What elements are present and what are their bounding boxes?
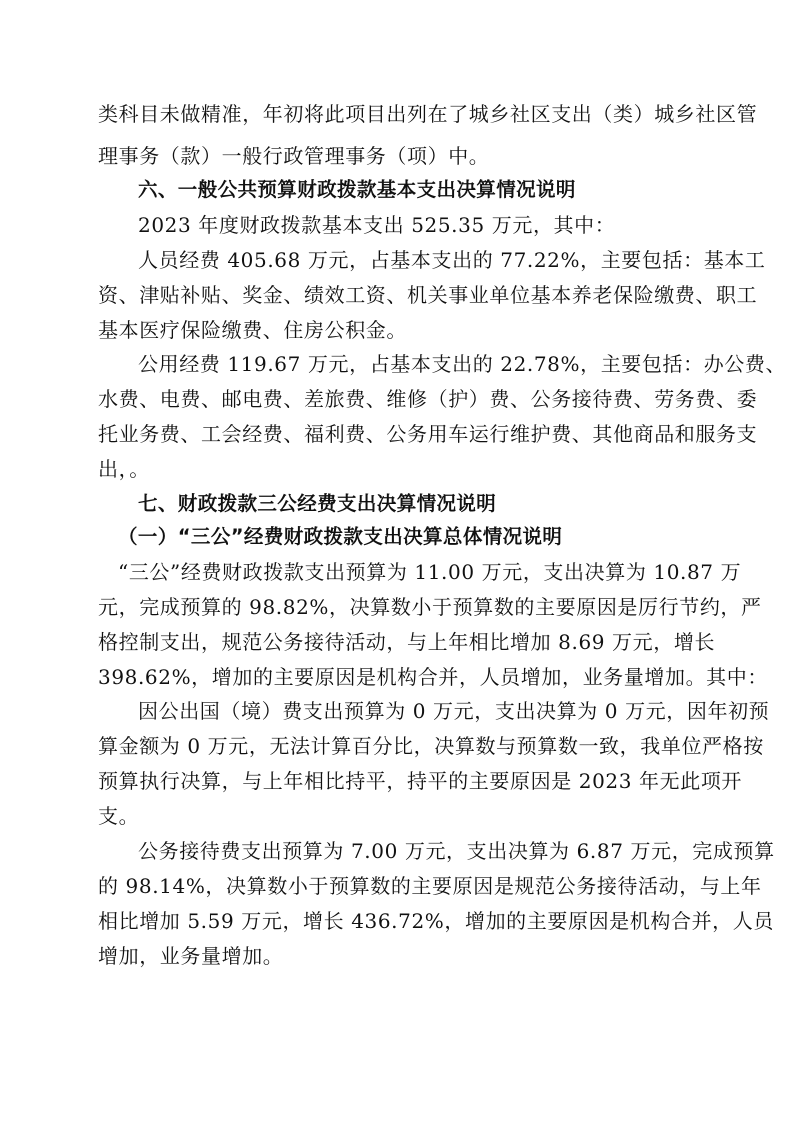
paragraph-line: 2023 年度财政拨款基本支出 525.35 万元，其中：: [138, 213, 616, 237]
paragraph-line: 类科目未做精准，年初将此项目出列在了城乡社区支出（类）城乡社区管: [98, 102, 758, 126]
paragraph-line: 格控制支出，规范公务接待活动，与上年相比增加 8.69 万元，增长: [98, 630, 716, 654]
paragraph-line: 理事务（款）一般行政管理事务（项）中。: [98, 144, 490, 168]
section-heading: 六、一般公共预算财政拨款基本支出决算情况说明: [138, 178, 576, 201]
paragraph-line: 的 98.14%，决算数小于预算数的主要原因是规范公务接待活动，与上年: [98, 874, 762, 898]
paragraph-line: 增加，业务量增加。: [98, 944, 284, 968]
paragraph-line: 预算执行决算，与上年相比持平，持平的主要原因是 2023 年无此项开: [98, 769, 743, 793]
paragraph-line: 公用经费 119.67 万元，占基本支出的 22.78%，主要包括：办公费、: [138, 352, 787, 376]
section-heading: 七、财政拨款三公经费支出决算情况说明: [138, 492, 497, 515]
subsection-heading: （一）“三公”经费财政拨款支出决算总体情况说明: [118, 525, 563, 548]
paragraph-line: 相比增加 5.59 万元，增长 436.72%，增加的主要原因是机构合并，人员: [98, 909, 774, 933]
paragraph-line: 资、津贴补贴、奖金、绩效工资、机关事业单位基本养老保险缴费、职工: [98, 283, 758, 307]
paragraph-line: 398.62%，增加的主要原因是机构合并，人员增加，业务量增加。其中：: [98, 665, 768, 689]
paragraph-line: 公务接待费支出预算为 7.00 万元，支出决算为 6.87 万元，完成预算: [138, 839, 775, 863]
paragraph-line: 托业务费、工会经费、福利费、公务用车运行维护费、其他商品和服务支: [98, 422, 758, 446]
paragraph-line: “三公”经费财政拨款支出预算为 11.00 万元，支出决算为 10.87 万: [118, 560, 742, 584]
paragraph-line: 元，完成预算的 98.82%，决算数小于预算数的主要原因是厉行节约，严: [98, 595, 762, 619]
paragraph-line: 出，。: [98, 457, 150, 481]
paragraph-line: 基本医疗保险缴费、住房公积金。: [98, 318, 407, 342]
paragraph-line: 人员经费 405.68 万元，占基本支出的 77.22%，主要包括：基本工: [138, 248, 766, 272]
paragraph-line: 算金额为 0 万元，无法计算百分比，决算数与预算数一致，我单位严格按: [98, 734, 764, 758]
paragraph-line: 水费、电费、邮电费、差旅费、维修（护）费、公务接待费、劳务费、委: [98, 387, 758, 411]
paragraph-line: 支。: [98, 804, 140, 828]
paragraph-line: 因公出国（境）费支出预算为 0 万元，支出决算为 0 万元，因年初预: [138, 699, 770, 723]
